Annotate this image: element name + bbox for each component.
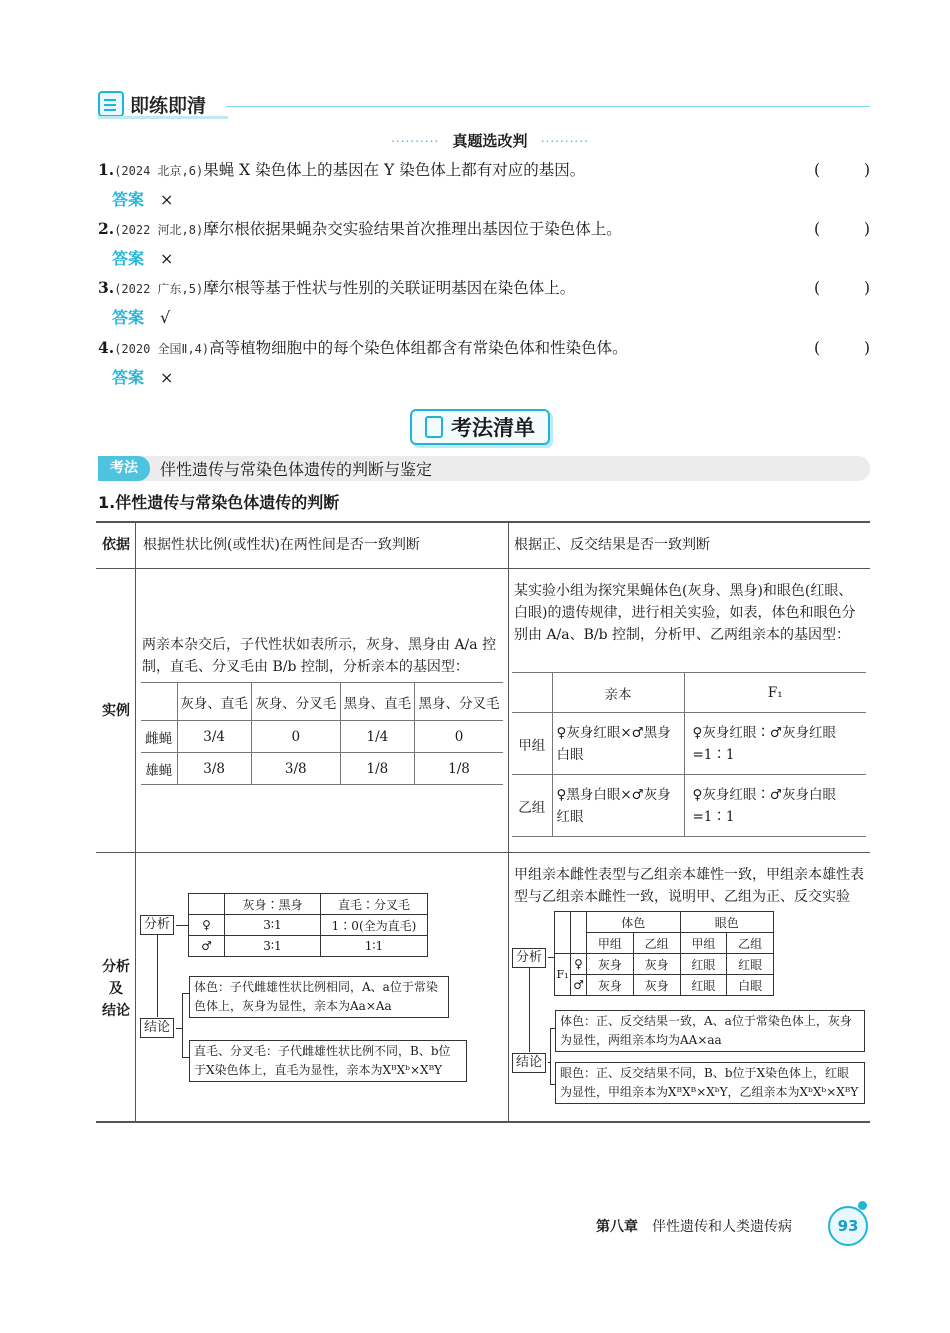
question-2 bbox=[98, 217, 870, 242]
example-left-intro: 两亲本杂交后，子代性状如表所示，灰身、黑身由 A/a 控制，直毛、分叉毛由 B/b 控制，分析亲本的基因型： bbox=[142, 637, 497, 675]
answer-1 bbox=[112, 188, 173, 212]
answer-3 bbox=[112, 306, 170, 330]
right-conclusion-box-2: 眼色：正、反交结果不同，B、b位于X染色体上，红眼为显性，甲组亲本为XᴮXᴮ×XᵇY，乙组亲本为XᵇXᵇ×XᴮY bbox=[555, 1062, 865, 1104]
question-text: 果蝇 X 染色体上的基因在 Y 染色体上都有对应的基因。 bbox=[203, 161, 586, 179]
right-analysis-intro: 甲组亲本雌性表型与乙组亲本雄性一致，甲组亲本雄性表型与乙组亲本雌性一致，说明甲、乙组为正、反交实验 bbox=[514, 867, 864, 905]
table-row: ♂ 3∶1 1∶1 bbox=[189, 936, 428, 957]
answer-blank[interactable]: ( ) bbox=[814, 339, 870, 357]
kaofa-title: 考法清单 bbox=[451, 416, 535, 440]
clipboard-icon bbox=[425, 416, 443, 438]
answer-label: 答案 bbox=[112, 190, 145, 209]
answer-value: × bbox=[160, 190, 174, 209]
example-label: 实例 bbox=[102, 703, 130, 719]
dots-right: ·········· bbox=[540, 134, 589, 149]
right-conclusion-box-1: 体色：正、反交结果一致，A、a位于常染色体上，灰身为显性，两组亲本均为AA×aa bbox=[555, 1010, 865, 1052]
question-text: 摩尔根依据果蝇杂交实验结果首次推理出基因位于染色体上。 bbox=[203, 220, 622, 238]
table-rule bbox=[96, 568, 870, 569]
pen-icon bbox=[98, 91, 124, 117]
page-number: 93 bbox=[828, 1206, 868, 1246]
question-4 bbox=[98, 336, 870, 361]
flow-arrow bbox=[157, 935, 158, 1017]
answer-label: 答案 bbox=[112, 249, 145, 268]
answer-blank[interactable]: ( ) bbox=[814, 161, 870, 179]
question-text: 摩尔根等基于性状与性别的关联证明基因在染色体上。 bbox=[203, 279, 576, 297]
head-left: 根据性状比例(或性状)在两性间是否一致判断 bbox=[143, 537, 420, 553]
section-divider bbox=[226, 106, 870, 107]
dots-left: ·········· bbox=[391, 134, 440, 149]
method-text: 伴性遗传与常染色体遗传的判断与鉴定 bbox=[160, 460, 433, 479]
answer-value: × bbox=[160, 249, 174, 268]
table-row: 雄蝇 3/8 3/8 1/8 1/8 bbox=[141, 753, 503, 785]
example-right-intro: 某实验小组为探究果蝇体色(灰身、黑身)和眼色(红眼、白眼)的遗传规律，进行相关实验，如表，体色和眼色分别由 A/a、B/b 控制，分析甲、乙两组亲本的基因型： bbox=[514, 583, 856, 643]
analysis-label: 分析 及 结论 bbox=[102, 959, 130, 1019]
answer-value: √ bbox=[160, 308, 171, 327]
table-row: 乙组 ♀黑身白眼×♂灰身红眼 ♀灰身红眼∶♂灰身白眼=1∶1 bbox=[512, 775, 866, 837]
question-text: 高等植物细胞中的每个染色体组都含有常染色体和性染色体。 bbox=[209, 339, 628, 357]
question-source: (2022 广东,5) bbox=[114, 282, 204, 296]
sub-heading: 1.伴性遗传与常染色体遗传的判断 bbox=[98, 493, 340, 512]
flow-arrow bbox=[529, 968, 530, 1052]
question-number: 2. bbox=[98, 219, 115, 238]
table-row: 雌蝇 3/4 0 1/4 0 bbox=[141, 721, 503, 753]
table-col-divider bbox=[508, 522, 509, 1122]
example-left-table: 灰身、直毛 灰身、分叉毛 黑身、直毛 黑身、分叉毛 雌蝇 3/4 0 1/4 0 雄蝇 3/8 3/8 1/8 1/8 bbox=[141, 682, 503, 785]
method-bar bbox=[98, 456, 870, 481]
page-dot bbox=[858, 1201, 867, 1210]
left-conclusion-box-2: 直毛、分叉毛：子代雌雄性状比例不同，B、b位于X染色体上，直毛为显性，亲本为XᴮXᵇ×XᴮY bbox=[189, 1040, 467, 1082]
table-row: 甲组 ♀灰身红眼×♂黑身白眼 ♀灰身红眼∶♂灰身红眼=1∶1 bbox=[512, 713, 866, 775]
method-tag: 考法 bbox=[98, 456, 150, 481]
answer-2 bbox=[112, 247, 173, 271]
question-source: (2020 全国Ⅱ,4) bbox=[114, 342, 210, 356]
table-bottom-border bbox=[96, 1121, 870, 1123]
table-row: ♀ 3∶1 1∶0(全为直毛) bbox=[189, 915, 428, 936]
subsection-title: 真题选改判 bbox=[452, 132, 528, 150]
table-top-border bbox=[96, 521, 870, 523]
head-right: 根据正、反交结果是否一致判断 bbox=[514, 537, 710, 553]
question-source: (2022 河北,8) bbox=[114, 223, 204, 237]
left-conclusion-box-1: 体色：子代雌雄性状比例相同，A、a位于常染色体上，灰身为显性，亲本为Aa×Aa bbox=[189, 976, 449, 1018]
left-analysis-table: 灰身∶黑身 直毛∶分叉毛 ♀ 3∶1 1∶0(全为直毛) ♂ 3∶1 1∶1 bbox=[188, 893, 428, 957]
analysis-tag: 分析 bbox=[140, 915, 174, 935]
section-title: 即练即清 bbox=[130, 94, 207, 117]
analysis-tag: 分析 bbox=[512, 948, 546, 968]
table-col-divider bbox=[135, 522, 136, 1122]
question-3 bbox=[98, 276, 870, 301]
conclusion-tag: 结论 bbox=[512, 1053, 546, 1073]
conclusion-tag: 结论 bbox=[140, 1018, 174, 1038]
footer-chapter: 第八章 伴性遗传和人类遗传病 bbox=[596, 1219, 792, 1235]
table-row: F₁ ♀ 灰身 灰身 红眼 红眼 bbox=[555, 954, 774, 975]
kaofa-title-box bbox=[410, 409, 550, 445]
answer-blank[interactable]: ( ) bbox=[814, 279, 870, 297]
answer-4 bbox=[112, 366, 173, 390]
right-analysis-table: 体色 眼色 甲组 乙组 甲组 乙组 F₁ ♀ 灰身 灰身 红眼 红眼 ♂ 灰身 灰身 红眼 白眼 bbox=[554, 911, 774, 996]
head-label: 依据 bbox=[102, 537, 130, 553]
answer-blank[interactable]: ( ) bbox=[814, 220, 870, 238]
answer-value: × bbox=[160, 368, 174, 387]
subsection-title-row bbox=[300, 130, 680, 151]
answer-label: 答案 bbox=[112, 308, 145, 327]
table-row: ♂ 灰身 灰身 红眼 白眼 bbox=[555, 975, 774, 996]
section-underline bbox=[98, 116, 228, 119]
table-rule bbox=[96, 852, 870, 853]
question-number: 3. bbox=[98, 278, 115, 297]
question-1 bbox=[98, 158, 870, 183]
question-number: 4. bbox=[98, 338, 115, 357]
example-right-table: 亲本 F₁ 甲组 ♀灰身红眼×♂黑身白眼 ♀灰身红眼∶♂灰身红眼=1∶1 乙组 ♀黑身白眼×♂灰身红眼 ♀灰身红眼∶♂灰身白眼=1∶1 bbox=[512, 672, 866, 837]
question-number: 1. bbox=[98, 160, 115, 179]
answer-label: 答案 bbox=[112, 368, 145, 387]
question-source: (2024 北京,6) bbox=[114, 164, 204, 178]
